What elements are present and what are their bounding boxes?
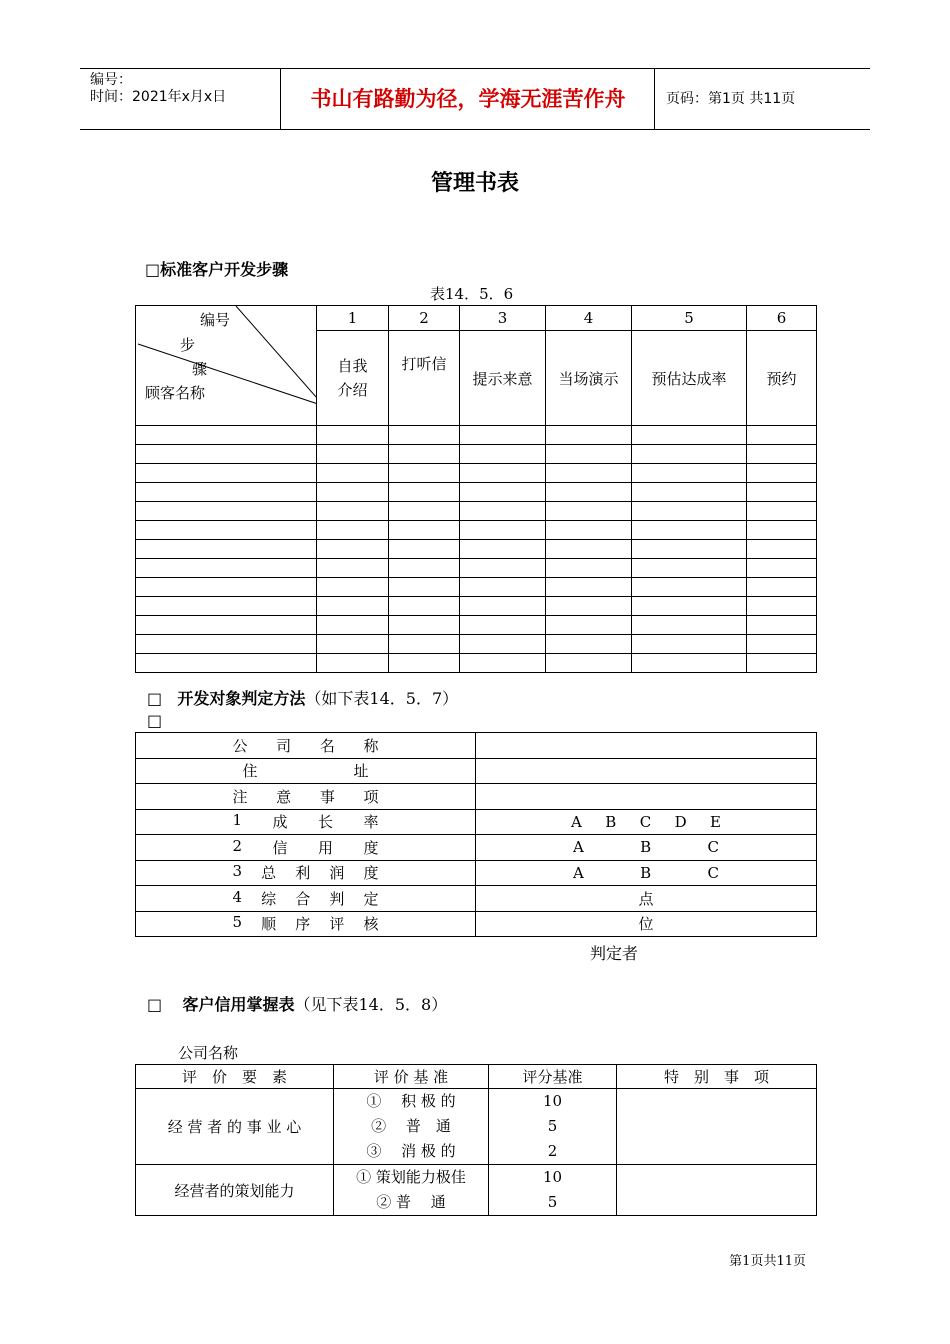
customer-development-table [135,305,817,673]
empty-cell [317,635,389,654]
empty-cell [546,654,632,673]
empty-cell [632,445,747,464]
judgment-label: 1 成 长 率 [136,809,476,835]
empty-cell [389,635,460,654]
empty-cell [747,559,817,578]
empty-cell [389,597,460,616]
table-row [136,445,817,464]
judgment-value: A B C [476,860,817,886]
empty-cell [546,502,632,521]
section2-box: □ [147,711,163,730]
corner-label-step1: 步 [180,336,196,354]
empty-cell [546,445,632,464]
empty-cell [632,426,747,445]
page-header [80,68,870,130]
empty-cell [632,635,747,654]
empty-cell [136,540,317,559]
credit-criteria: ① 策划能力极佳 ② 普 通 [334,1165,489,1216]
empty-cell [632,578,747,597]
empty-cell [389,559,460,578]
empty-cell [546,483,632,502]
empty-cell [747,654,817,673]
header-meta [80,69,280,129]
empty-cell [389,540,460,559]
judgment-value [476,758,817,784]
empty-cell [546,616,632,635]
empty-cell [460,635,546,654]
empty-cell [389,483,460,502]
credit-table [135,1064,817,1216]
table-row [136,733,817,759]
empty-cell [747,483,817,502]
step-number: 2 [389,306,460,331]
empty-cell [747,597,817,616]
empty-cell [136,483,317,502]
page-footer: 第1页共11页 [729,1254,806,1269]
empty-cell [460,483,546,502]
page-info: 页码：第1页 共11页 [666,91,796,107]
empty-cell [747,578,817,597]
empty-cell [136,578,317,597]
empty-cell [546,540,632,559]
step-name: 自我 介绍 [317,331,389,426]
table-row [136,1089,817,1165]
table-row [136,886,817,912]
empty-cell [389,578,460,597]
step-name: 预估达成率 [632,331,747,426]
credit-scores: 10 5 [489,1165,617,1216]
empty-cell [747,521,817,540]
step-number: 4 [546,306,632,331]
empty-cell [632,521,747,540]
empty-cell [389,464,460,483]
judgment-value: A B C [476,835,817,861]
table-row [136,502,817,521]
corner-label-number: 编号 [200,311,231,329]
step-number: 5 [632,306,747,331]
judgment-value: 点 [476,886,817,912]
empty-cell [747,616,817,635]
empty-cell [460,464,546,483]
empty-cell [460,445,546,464]
document-title: 管理书表 [430,171,519,196]
judgment-value [476,733,817,759]
table-row [136,1165,817,1216]
empty-cell [389,654,460,673]
empty-cell [747,540,817,559]
judgment-label: 4 综 合 判 定 [136,886,476,912]
table-row [136,597,817,616]
empty-cell [546,464,632,483]
empty-cell [632,559,747,578]
empty-cell [136,654,317,673]
corner-label-step2: 骤 [192,360,208,378]
empty-cell [460,559,546,578]
empty-cell [747,635,817,654]
empty-cell [136,502,317,521]
empty-cell [317,445,389,464]
empty-cell [317,426,389,445]
judgment-value: A B C D E [476,809,817,835]
empty-cell [317,521,389,540]
target-judgment-table [135,732,817,937]
table-row [136,860,817,886]
empty-cell [389,502,460,521]
table-row [136,464,817,483]
empty-cell [546,426,632,445]
credit-factor: 经营者的策划能力 [136,1165,334,1216]
empty-cell [632,654,747,673]
table-row [136,540,817,559]
credit-notes [617,1165,817,1216]
step-name: 打听信 [389,331,460,426]
table-row [136,784,817,810]
empty-cell [632,502,747,521]
credit-header: 特 别 事 项 [617,1065,817,1089]
table-row [136,426,817,445]
empty-cell [460,578,546,597]
empty-cell [546,597,632,616]
empty-cell [136,559,317,578]
credit-header: 评 价 基 准 [334,1065,489,1089]
corner-header-cell [136,306,317,426]
empty-cell [317,483,389,502]
table-row [136,559,817,578]
judgment-label: 5 顺 序 评 核 [136,911,476,937]
step-name: 当场演示 [546,331,632,426]
empty-cell [136,635,317,654]
step-number: 1 [317,306,389,331]
step-name: 预约 [747,331,817,426]
table-row [136,758,817,784]
table-row [136,835,817,861]
empty-cell [317,502,389,521]
credit-header: 评分基准 [489,1065,617,1089]
empty-cell [460,597,546,616]
judgment-value [476,784,817,810]
empty-cell [546,559,632,578]
empty-cell [136,597,317,616]
step-name: 提示来意 [460,331,546,426]
judge-label: 判定者 [590,944,639,963]
empty-cell [460,426,546,445]
table-row [136,578,817,597]
empty-cell [460,616,546,635]
motto: 书山有路勤为径，学海无涯苦作舟 [310,87,626,111]
table-row [136,654,817,673]
empty-cell [136,445,317,464]
empty-cell [389,616,460,635]
judgment-label: 公 司 名 称 [136,733,476,759]
section2-title: □ 开发对象判定方法（如下表14．5．7） [147,689,459,708]
empty-cell [632,464,747,483]
section1-caption: 表14．5．6 [430,285,514,303]
empty-cell [136,464,317,483]
empty-cell [317,597,389,616]
table-row [136,911,817,937]
empty-cell [460,521,546,540]
table-row [136,616,817,635]
empty-cell [317,616,389,635]
empty-cell [632,597,747,616]
judgment-label: 3 总 利 润 度 [136,860,476,886]
judgment-label: 注 意 事 项 [136,784,476,810]
empty-cell [546,578,632,597]
empty-cell [747,502,817,521]
empty-cell [317,540,389,559]
empty-cell [747,426,817,445]
corner-label-customer: 顾客名称 [145,384,206,402]
empty-cell [632,540,747,559]
empty-cell [546,521,632,540]
empty-cell [747,445,817,464]
credit-notes [617,1089,817,1165]
empty-cell [136,521,317,540]
step-number: 6 [747,306,817,331]
empty-cell [389,445,460,464]
empty-cell [747,464,817,483]
empty-cell [546,635,632,654]
empty-cell [136,426,317,445]
empty-cell [460,654,546,673]
empty-cell [317,578,389,597]
empty-cell [632,616,747,635]
empty-cell [317,559,389,578]
table-row [136,521,817,540]
judgment-label: 住 址 [136,758,476,784]
credit-scores: 10 5 2 [489,1089,617,1165]
judgment-label: 2 信 用 度 [136,835,476,861]
empty-cell [136,616,317,635]
empty-cell [460,540,546,559]
empty-cell [389,426,460,445]
empty-cell [632,483,747,502]
empty-cell [460,502,546,521]
step-number: 3 [460,306,546,331]
empty-cell [317,464,389,483]
number-label: 编号： [90,72,132,88]
table-row [136,483,817,502]
table-row [136,635,817,654]
section1-title: □标准客户开发步骤 [145,260,289,279]
empty-cell [317,654,389,673]
empty-cell [389,521,460,540]
company-name-label: 公司名称 [178,1044,239,1062]
table-row [136,809,817,835]
section3-title: □ 客户信用掌握表（见下表14．5．8） [147,995,448,1014]
judgment-value: 位 [476,911,817,937]
time-label: 时间：2021年x月x日 [90,89,227,105]
credit-criteria: ① 积 极 的 ② 普 通 ③ 消 极 的 [334,1089,489,1165]
credit-factor: 经 营 者 的 事 业 心 [136,1089,334,1165]
credit-header: 评 价 要 素 [136,1065,334,1089]
